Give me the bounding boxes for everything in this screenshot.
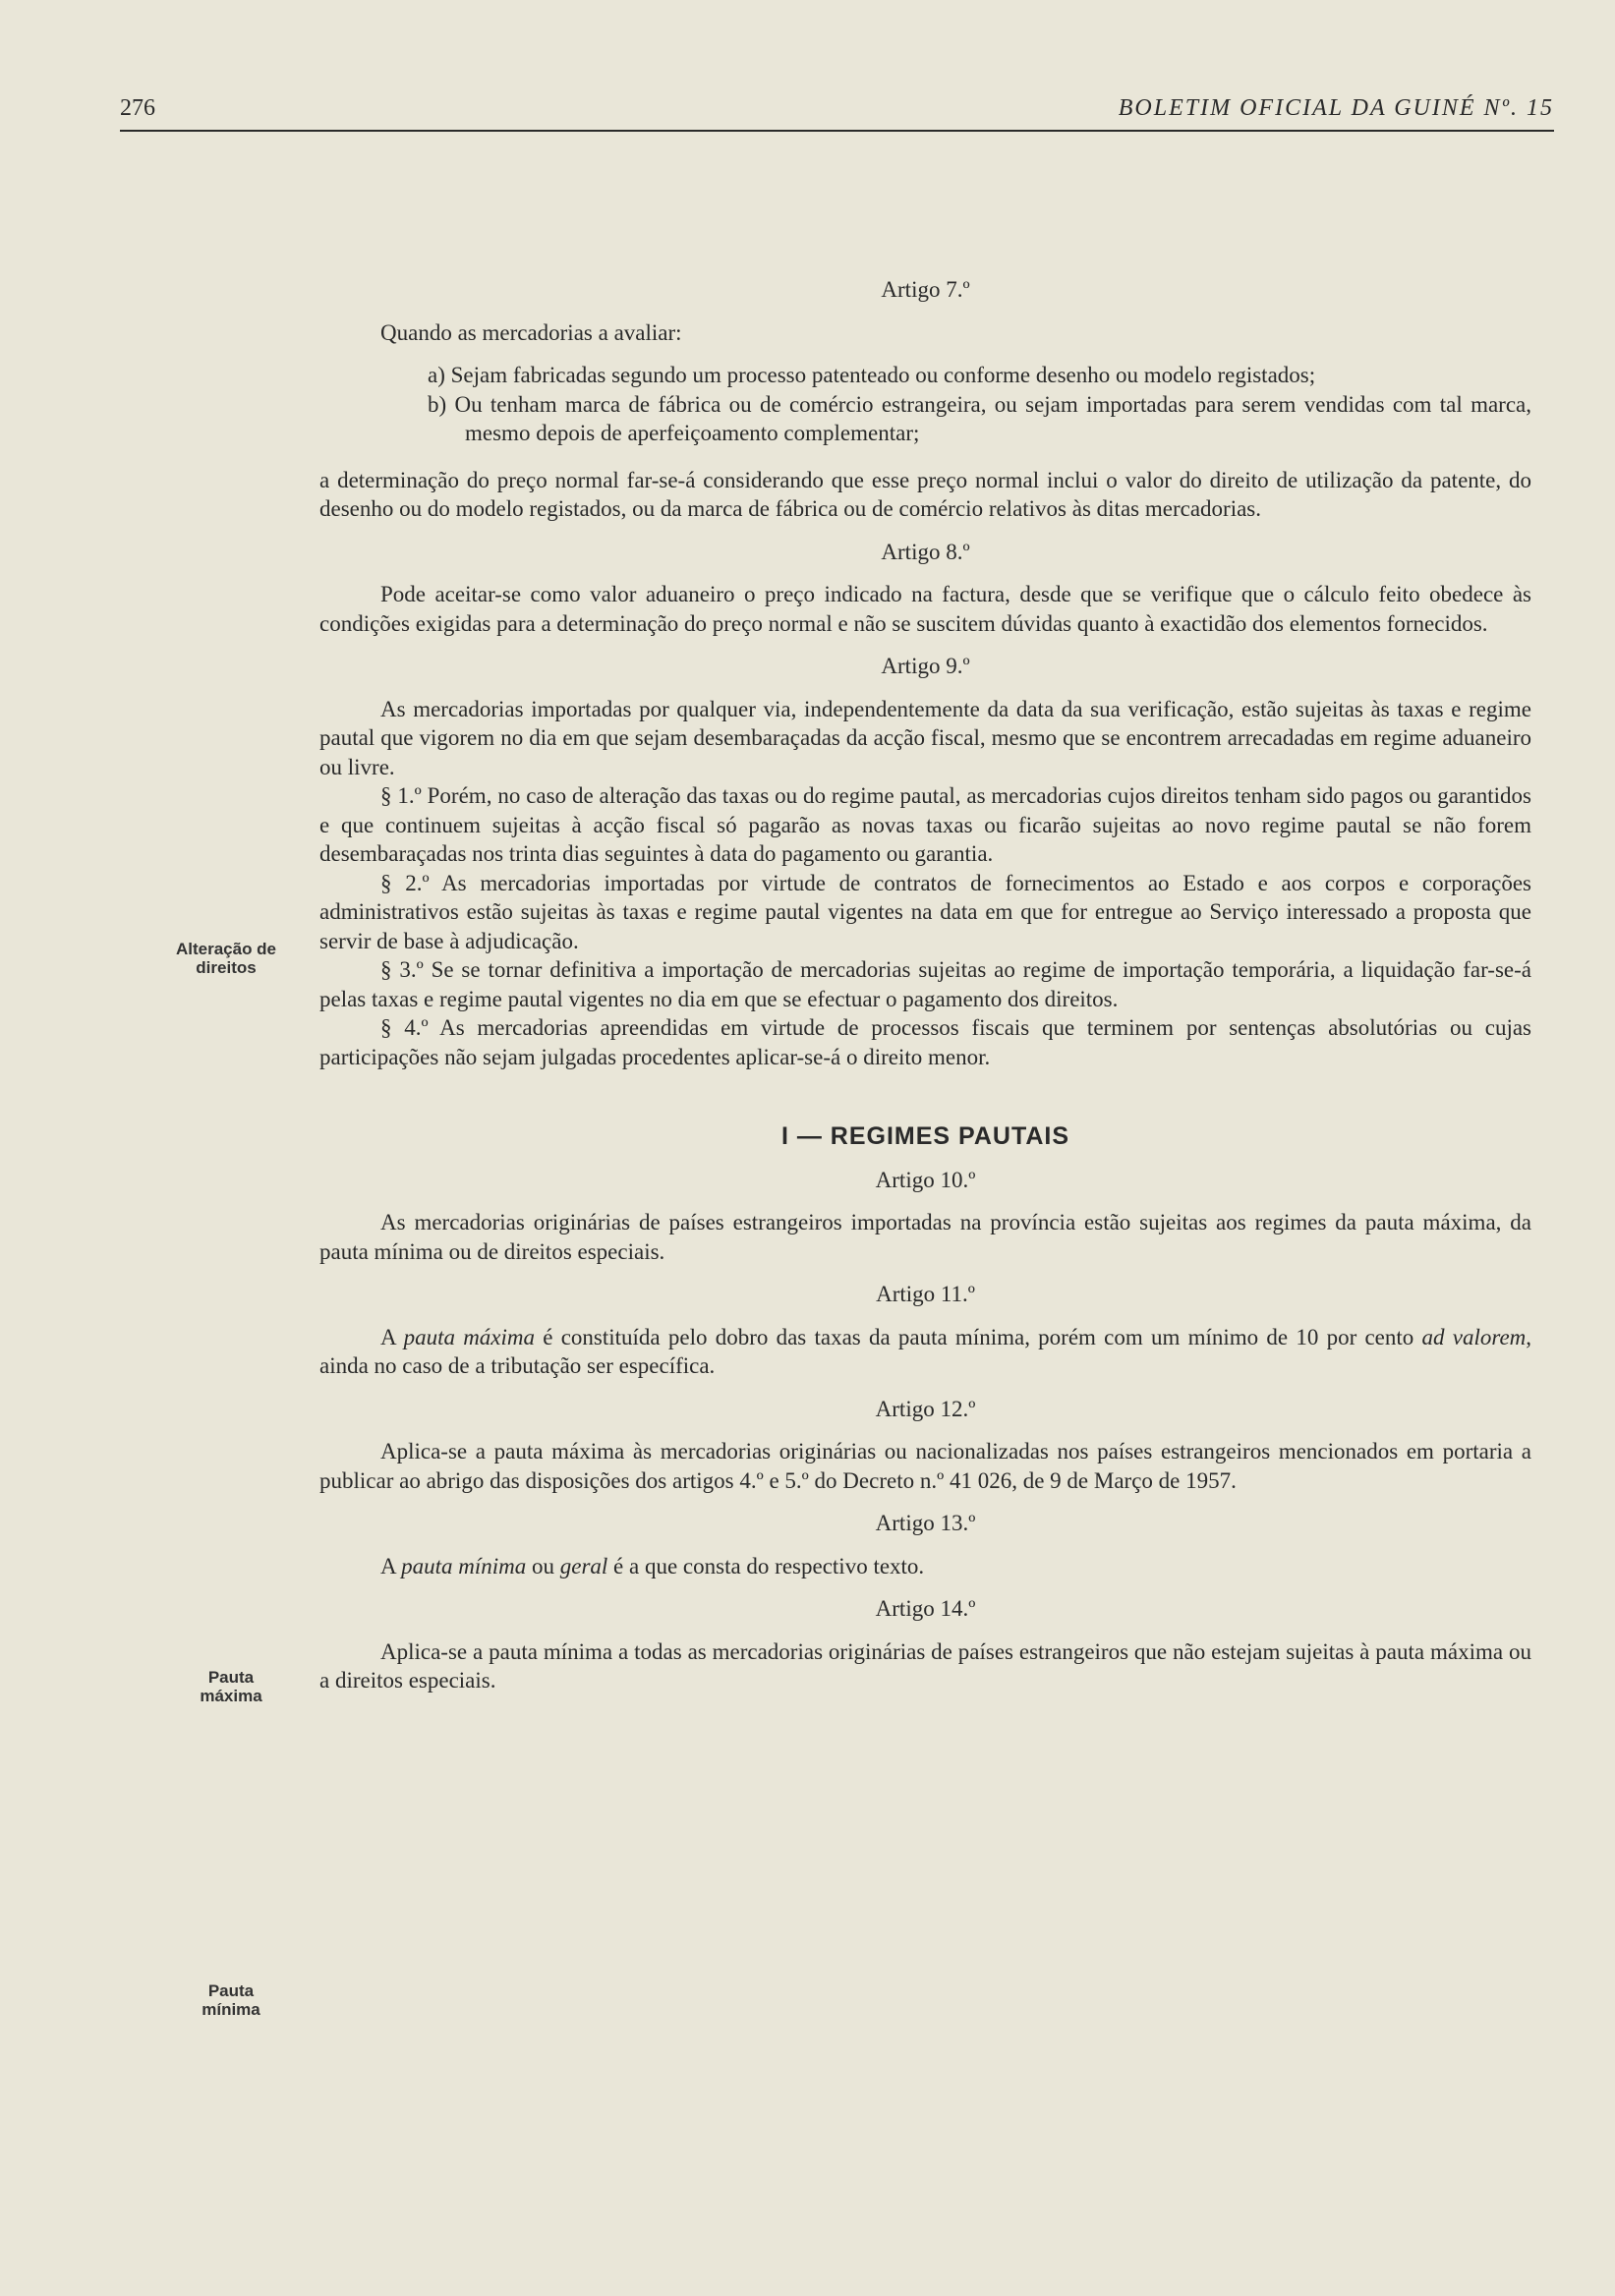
article-heading: Artigo 10.º	[875, 1167, 976, 1192]
journal-title: BOLETIM OFICIAL DA GUINÉ Nº. 15	[1118, 95, 1554, 121]
article-paragraph: A pauta máxima é constituída pelo dobro das taxas da pauta mínima, porém com um mínimo de 10 por cento ad valorem, ainda no caso de a tributação ser específica.	[319, 1324, 1532, 1378]
article-heading: Artigo 7.º	[881, 277, 970, 302]
header-rule	[120, 130, 1554, 132]
list-item-a: a) Sejam fabricadas segundo um processo patenteado ou conforme desenho ou modelo registados;	[428, 363, 1316, 387]
margin-note-pauta-maxima: Pauta máxima	[200, 1668, 262, 1705]
article-heading: Artigo 13.º	[875, 1511, 976, 1535]
margin-note-pauta-minima: Pauta mínima	[202, 1981, 260, 2019]
page-number: 276	[120, 95, 155, 121]
term-ad-valorem: ad valorem	[1421, 1324, 1527, 1349]
article-paragraph: A pauta mínima ou geral é a que consta do respectivo texto.	[380, 1553, 925, 1578]
article-heading: Artigo 8.º	[881, 539, 970, 564]
term-pauta-maxima: pauta máxima	[403, 1324, 536, 1349]
article-paragraph: Aplica-se a pauta mínima a todas as mercadorias originárias de países estrangeiros que não estejam sujeitas à pauta máxima ou a direitos especiais.	[319, 1638, 1531, 1693]
article-heading: Artigo 14.º	[875, 1596, 976, 1621]
term-geral: geral	[559, 1553, 608, 1578]
article-paragraph: As mercadorias importadas por qualquer via, independentemente da data da sua verificação, estão sujeitas às taxas e regime pautal que vigorem no dia em que sejam desembaraçadas da acção fiscal, mesmo que se encontrem arrecadadas em regime aduaneiro ou livre.	[319, 696, 1531, 779]
article-intro: Quando as mercadorias a avaliar:	[380, 319, 682, 345]
paragraph-section-1: § 1.º Porém, no caso de alteração das taxas ou do regime pautal, as mercadorias cujos direitos tenham sido pagos ou garantidos e que continuem sujeitas à acção fiscal só pagarão as novas taxas ou ficarão sujeitas ao novo regime pautal se não forem desembaraçadas nos trinta dias seguintes à data do pagamento ou garantia.	[319, 783, 1531, 866]
paragraph-section-2: § 2.º As mercadorias importadas por virtude de contratos de fornecimentos ao Estado e aos corpos e corporações administrativos estão sujeitas às taxas e regime pautal vigentes na data em que for entregue ao Serviço interessado a proposta que servir de base à adjudicação.	[319, 870, 1531, 953]
document-body	[319, 275, 1531, 1695]
term-pauta-minima: pauta mínima	[401, 1553, 527, 1578]
list-item-b: b) Ou tenham marca de fábrica ou de comércio estrangeira, ou sejam importadas para serem vendidas com tal marca, mesmo depois de aperfeiçoamento complementar;	[428, 391, 1531, 445]
article-heading: Artigo 11.º	[876, 1282, 975, 1306]
paragraph-section-4: § 4.º As mercadorias apreendidas em virtude de processos fiscais que terminem por sentenças absolutórias ou cujas participações não sejam julgadas procedentes aplicar-se-á o direito menor.	[319, 1015, 1531, 1069]
article-paragraph: Pode aceitar-se como valor aduaneiro o preço indicado na factura, desde que se verifique que o cálculo feito obedece às condições exigidas para a determinação do preço normal e não se suscitem dúvidas quanto à exactidão dos elementos fornecidos.	[319, 582, 1531, 636]
margin-note-alteracao: Alteração de direitos	[175, 940, 277, 977]
section-title: I — REGIMES PAUTAIS	[780, 1122, 1070, 1150]
article-heading: Artigo 12.º	[875, 1396, 976, 1421]
article-paragraph: Aplica-se a pauta máxima às mercadorias originárias ou nacionalizadas nos países estrangeiros mencionados em portaria a publicar ao abrigo das disposições dos artigos 4.º e 5.º do Decreto n.º 41 026, de 9 de Março de 1957.	[319, 1439, 1531, 1493]
article-paragraph: a determinação do preço normal far-se-á considerando que esse preço normal inclui o valor do direito de utilização da patente, do desenho ou do modelo registados, ou da marca de fábrica ou de comércio relativos às ditas mercadorias.	[319, 467, 1531, 521]
article-heading: Artigo 9.º	[881, 654, 970, 678]
article-paragraph: As mercadorias originárias de países estrangeiros importadas na província estão sujeitas aos regimes da pauta máxima, da pauta mínima ou de direitos especiais.	[319, 1210, 1531, 1264]
paragraph-section-3: § 3.º Se se tornar definitiva a importação de mercadorias sujeitas ao regime de importação temporária, a liquidação far-se-á pelas taxas e regime pautal vigentes no dia em que se efectuar o pagamento dos direitos.	[319, 957, 1531, 1011]
